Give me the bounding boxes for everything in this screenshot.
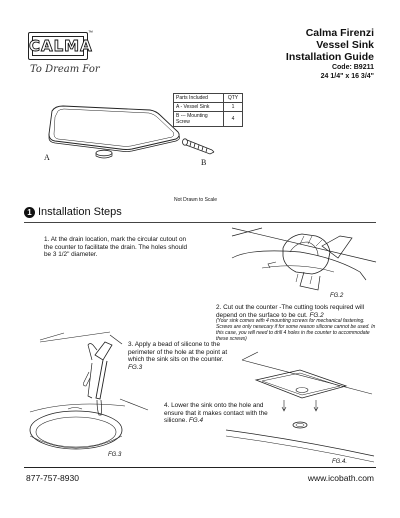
step-3-figure-ref: FG.3 — [128, 363, 143, 371]
part-label-a: A — [44, 153, 50, 162]
scale-note: Not Drawn to Scale — [174, 197, 218, 203]
product-size: 24 1/4" x 16 3/4" — [320, 73, 374, 80]
parts-header-name: Parts Included — [174, 94, 224, 103]
step-2-note: (Your sink comes with 4 mounting screws for mechanical fastening. Screws are only nesecary if for some reason silicone cannot be used. In this case, you will need to drill 4 holes in the counter to accommodate these screws) — [216, 318, 376, 342]
trademark-mark: ™ — [88, 30, 93, 36]
part-name: A - Vessel Sink — [174, 103, 224, 112]
part-qty: 4 — [224, 112, 243, 127]
product-code: Code: B9211 — [331, 64, 374, 71]
footer-divider — [24, 467, 376, 468]
step-3-main: 3. Apply a bead of silicone to the perimeter of the hole at the point at which the sink sits on the counter. — [128, 341, 228, 364]
title-guide: Installation Guide — [285, 51, 374, 63]
section-number-badge: 1 — [24, 207, 35, 218]
title-product-type: Vessel Sink — [316, 39, 374, 51]
step-4-text — [164, 402, 280, 425]
title-product-name: Calma Firenzi — [305, 27, 374, 39]
step-2-main: 2. Cut out the counter -The cutting tools required will depend on the surface to be cut. — [216, 304, 365, 319]
figure-label-fg4: FG.4. — [332, 459, 348, 465]
footer-website[interactable]: www.icobath.com — [307, 473, 374, 483]
parts-header-qty: QTY — [224, 94, 243, 103]
footer-phone: 877-757-8930 — [26, 473, 79, 483]
figure-label-fg3: FG.3 — [108, 452, 122, 458]
part-name: B --- Mounting Screw — [174, 112, 224, 127]
step-2-figure-ref: FG.2 — [309, 311, 324, 319]
part-qty: 1 — [224, 103, 243, 112]
brand-tagline: To Dream For — [30, 64, 100, 75]
step-1-text: 1. At the drain location, mark the circular cutout on the counter to facilitate the drain. The holes should be 3 1/2" diameter. — [44, 236, 188, 259]
step-4-figure-ref: FG.4 — [188, 417, 204, 425]
step-4-main: 4. Lower the sink onto the hole and ensure that it makes contact with the silicone. — [164, 402, 268, 425]
figure-label-fg2: FG.2 — [330, 293, 344, 299]
part-label-b: B — [201, 158, 207, 167]
section-title: Installation Steps — [38, 206, 122, 218]
logo-text: CALMA — [29, 37, 93, 55]
